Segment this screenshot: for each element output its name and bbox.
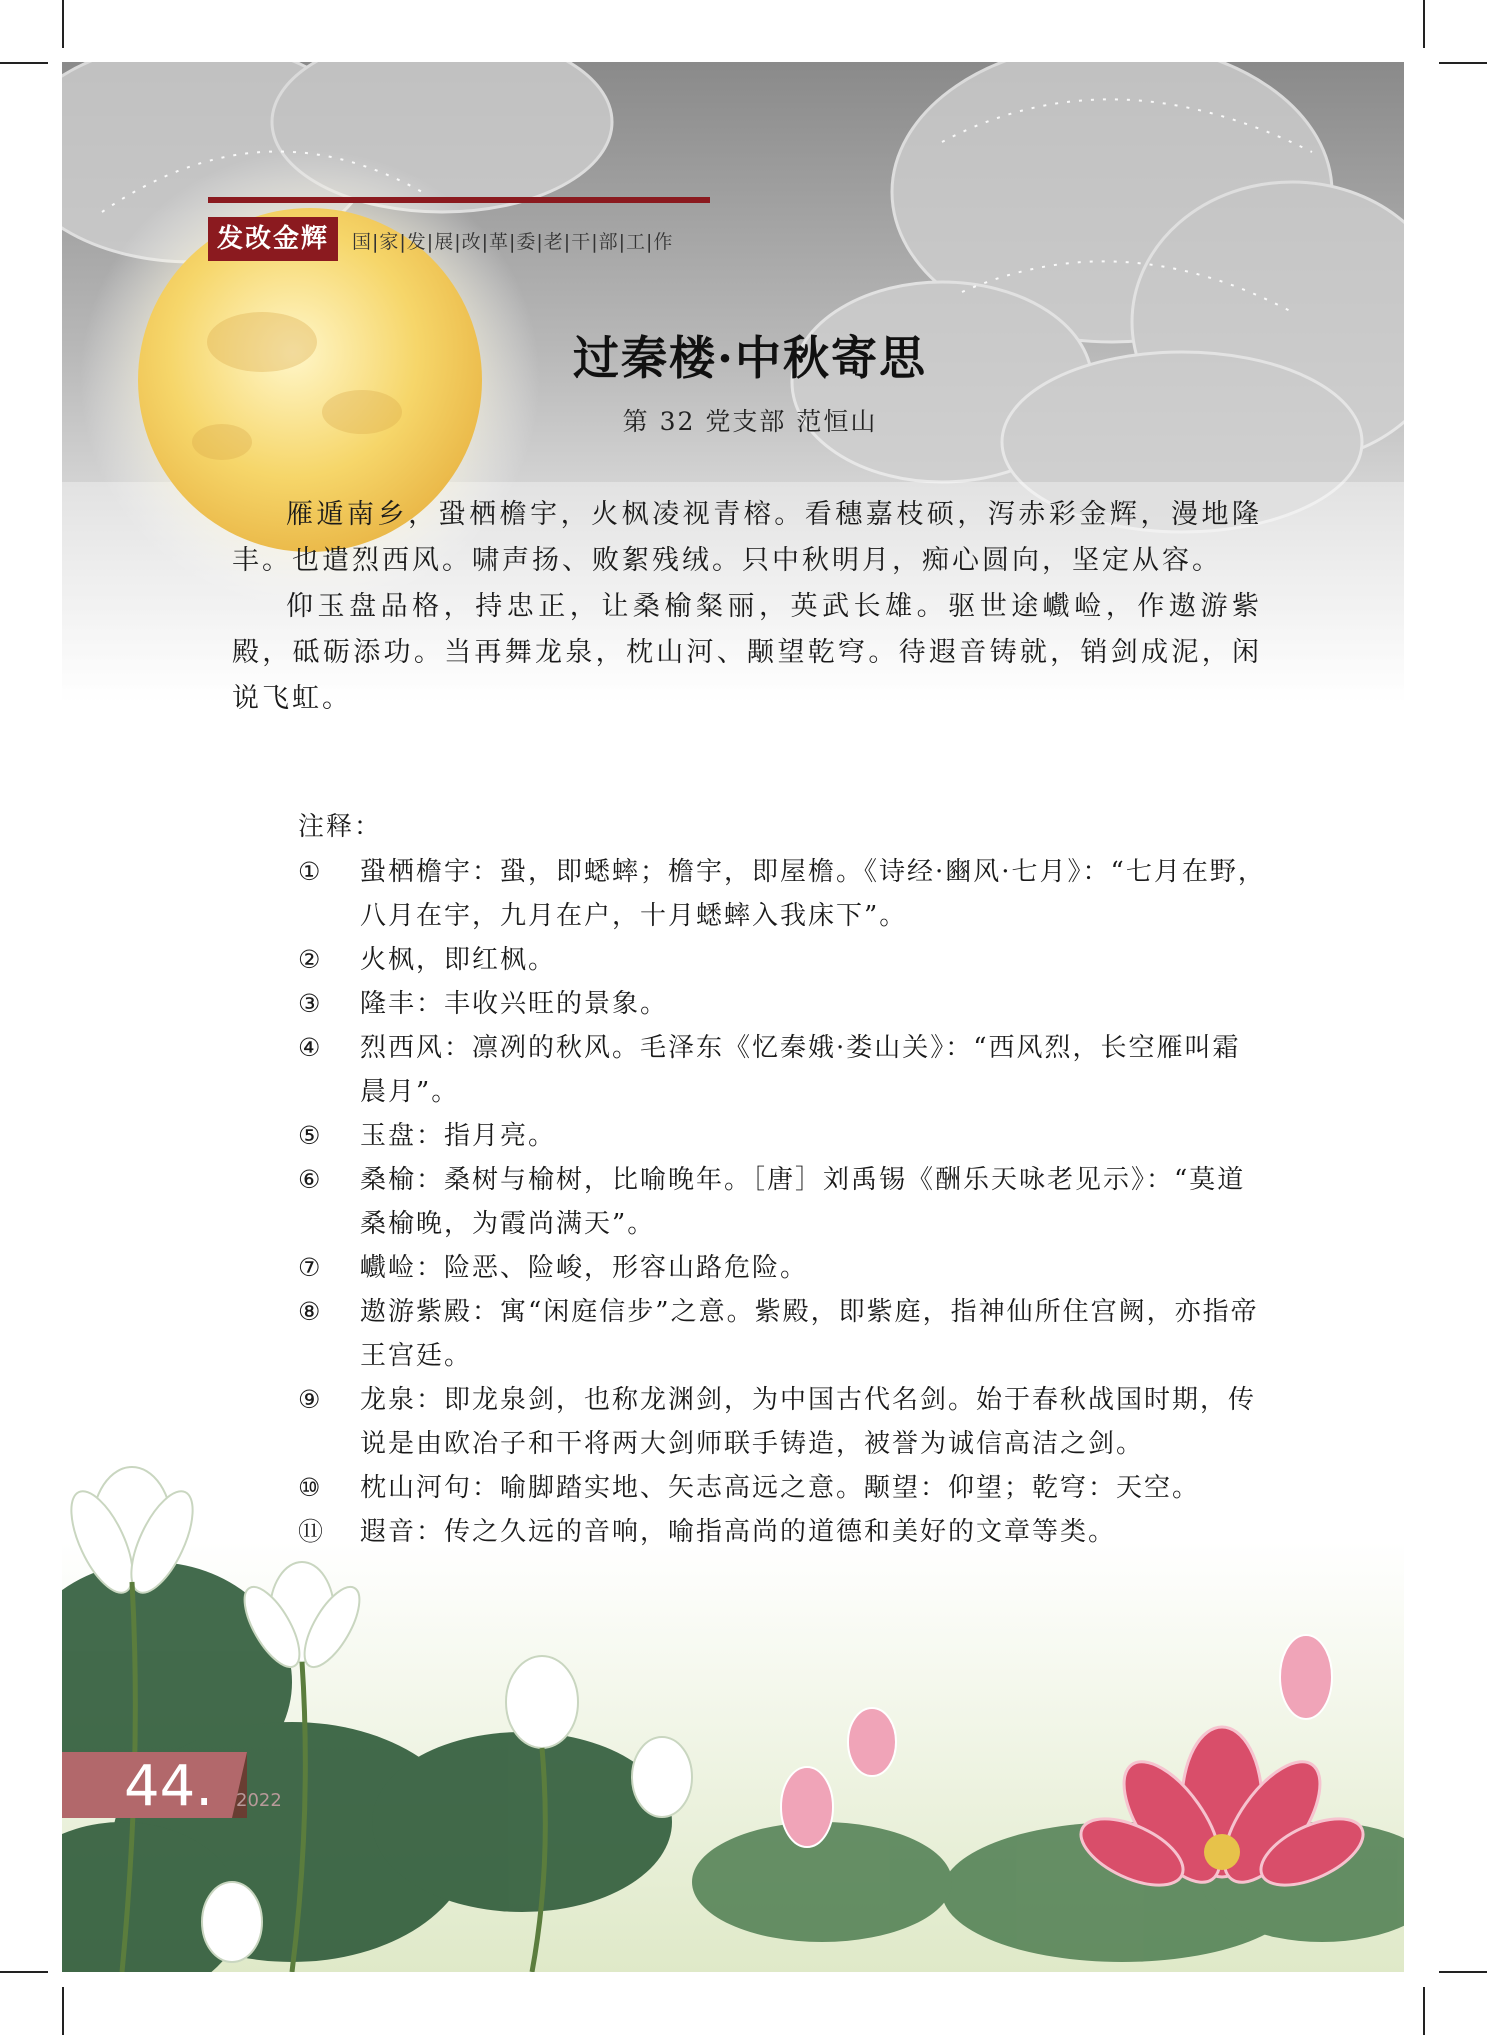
crop-mark	[1423, 0, 1425, 48]
note-item	[298, 850, 1268, 938]
crop-mark	[0, 1971, 48, 1973]
note-number: ⑩	[298, 1473, 323, 1502]
notes-heading: 注释：	[298, 812, 383, 842]
crop-mark	[62, 0, 64, 48]
issue-year: 2022	[236, 1790, 282, 1811]
note-number: ⑦	[298, 1253, 323, 1282]
article-author: 第 32 党支部 范恒山	[622, 407, 878, 436]
note-number: ②	[298, 945, 323, 974]
note-number: ⑪	[298, 1517, 326, 1546]
note-text: 玉盘：指月亮。	[360, 1121, 557, 1151]
note-text: 遐音：传之久远的音响，喻指高尚的道德和美好的文章等类。	[360, 1517, 1117, 1547]
note-item	[298, 1290, 1268, 1378]
crop-mark	[0, 62, 48, 64]
note-number: ⑥	[298, 1165, 323, 1194]
note-number: ③	[298, 989, 323, 1018]
note-text: 火枫，即红枫。	[360, 945, 557, 975]
note-item	[298, 1026, 1268, 1114]
column-tag: 发改金辉	[208, 217, 338, 261]
poem-body	[232, 492, 1262, 722]
page-number: 44.	[124, 1754, 214, 1819]
notes-list	[298, 850, 1268, 1554]
note-number: ⑨	[298, 1385, 323, 1414]
crop-mark	[1439, 62, 1487, 64]
note-number: ⑤	[298, 1121, 323, 1150]
note-item	[298, 1466, 1268, 1510]
article-title: 过秦楼·中秋寄思	[572, 331, 927, 385]
note-text: 桑榆：桑树与榆树，比喻晚年。［唐］刘禹锡《酬乐天咏老见示》：“莫道桑榆晚，为霞尚满天”。	[360, 1165, 1246, 1239]
note-text: 龙泉：即龙泉剑，也称龙渊剑，为中国古代名剑。始于春秋战国时期，传说是由欧冶子和干将两大剑师联手铸造，被誉为诚信高洁之剑。	[360, 1385, 1257, 1459]
poem-stanza: 雁遁南乡，蛩栖檐宇，火枫凌视青榕。看穗嘉枝硕，泻赤彩金辉，漫地隆丰。也遣烈西风。啸声扬、败絮残绒。只中秋明月，痴心圆向，坚定从容。	[232, 499, 1262, 576]
note-item	[298, 1114, 1268, 1158]
note-text: 遨游紫殿：寓“闲庭信步”之意。紫殿，即紫庭，指神仙所住宫阙，亦指帝王宫廷。	[360, 1297, 1259, 1371]
note-item	[298, 982, 1268, 1026]
note-number: ④	[298, 1033, 323, 1062]
column-subtitle: 国|家|发|展|改|革|委|老|干|部|工|作	[352, 231, 674, 253]
note-item	[298, 1378, 1268, 1466]
banner-rule	[208, 197, 710, 203]
note-text: 烈西风：凛冽的秋风。毛泽东《忆秦娥·娄山关》：“西风烈，长空雁叫霜晨月”。	[360, 1033, 1241, 1107]
note-number: ①	[298, 857, 323, 886]
poem-stanza: 仰玉盘品格，持忠正，让桑榆粲丽，英武长雄。驱世途巇崄，作遨游紫殿，砥砺添功。当再舞龙泉，枕山河、颙望乾穹。待遐音铸就，销剑成泥，闲说飞虹。	[232, 591, 1262, 714]
note-text: 巇崄：险恶、险峻，形容山路危险。	[360, 1253, 809, 1283]
note-text: 蛩栖檐宇：蛩，即蟋蟀；檐宇，即屋檐。《诗经·豳风·七月》：“七月在野，八月在宇，九月在户，十月蟋蟀入我床下”。	[360, 857, 1266, 931]
crop-mark	[1439, 1971, 1487, 1973]
note-item	[298, 938, 1268, 982]
note-text: 隆丰：丰收兴旺的景象。	[360, 989, 669, 1019]
note-item	[298, 1158, 1268, 1246]
note-item	[298, 1246, 1268, 1290]
note-number: ⑧	[298, 1297, 323, 1326]
note-text: 枕山河句：喻脚踏实地、矢志高远之意。颙望：仰望；乾穹：天空。	[360, 1473, 1201, 1503]
note-item	[298, 1510, 1268, 1554]
crop-mark	[1423, 1987, 1425, 2035]
crop-mark	[62, 1987, 64, 2035]
